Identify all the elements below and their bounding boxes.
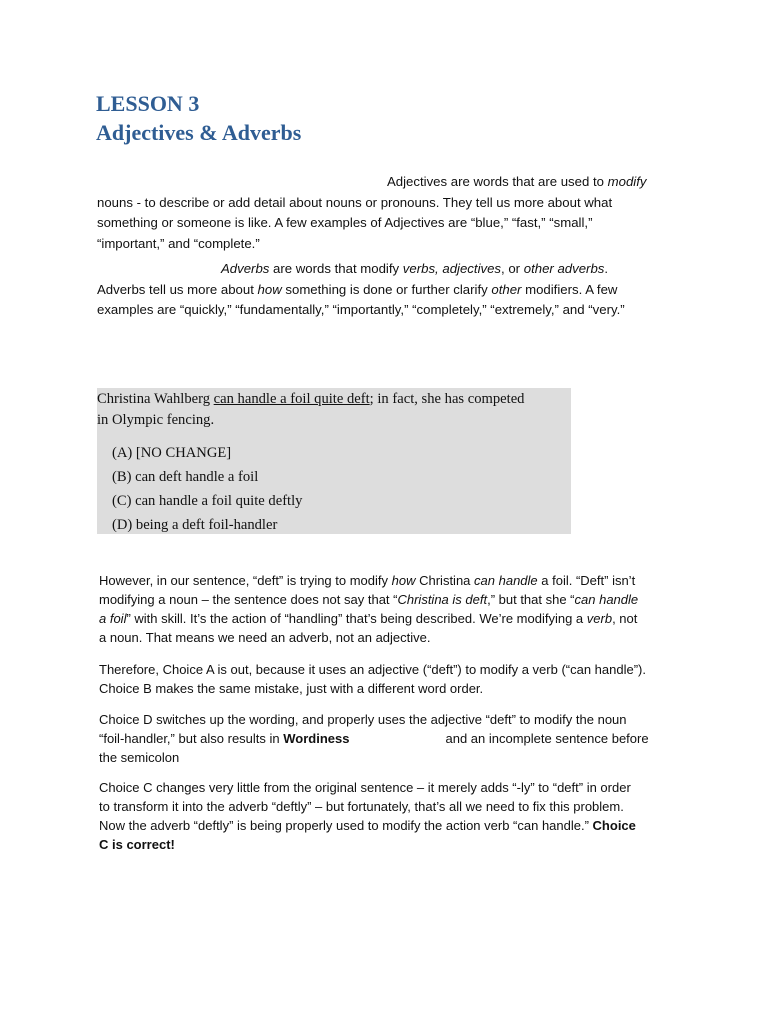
text-line: Choice B makes the same mistake, just with a different word order. <box>99 681 484 696</box>
text-line: “important,” and “complete.” <box>97 235 260 251</box>
emphasis-can-handle: can handle <box>474 573 538 588</box>
emphasis-verbs-adjectives: verbs, adjectives <box>402 261 502 276</box>
bold-wordiness: Wordiness <box>283 731 350 746</box>
text-line: Choice D switches up the wording, and properly uses the adjective “deft” to modify the noun <box>99 712 627 727</box>
bold-choice: Choice <box>592 818 636 833</box>
text-line <box>99 609 664 628</box>
emphasis-adverbs: Adverbs <box>221 261 270 276</box>
text-run: . <box>604 261 609 276</box>
text-run: Now the adverb “deftly” is being properly used to modify the action verb “can handle.” <box>99 818 593 833</box>
adverbs-definition <box>97 259 662 321</box>
lesson-number: LESSON 3 <box>96 91 200 116</box>
text-run: are words that modify <box>269 261 403 276</box>
text-run: a foil. “Deft” isn’t <box>537 573 636 588</box>
lesson-title: Adjectives & Adverbs <box>96 120 302 145</box>
choice-d: (D) being a deft foil-handler <box>112 517 278 533</box>
text-line: something or someone is like. A few examples of Adjectives are “blue,” “fast,” “small,” <box>97 215 593 230</box>
explanation-paragraph-3 <box>99 710 664 767</box>
text-line: the semicolon <box>99 750 180 765</box>
text-run: and an incomplete sentence before <box>445 731 649 746</box>
text-run: modifying a noun – the sentence does not say that “ <box>99 592 398 607</box>
text-line: to transform it into the adverb “deftly” – but fortunately, that’s all we need to fix this problem. <box>99 799 624 814</box>
text-run: , or <box>501 261 524 276</box>
text-line <box>99 816 664 835</box>
text-line <box>99 729 664 748</box>
emphasis-modify: modify <box>607 174 647 189</box>
explanation-paragraph-4 <box>99 778 664 854</box>
text-run: something is done or further clarify <box>281 281 492 297</box>
answer-choices <box>112 441 302 537</box>
choice-c: (C) can handle a foil quite deftly <box>112 493 303 509</box>
emphasis-a-foil: a foil <box>99 611 127 626</box>
emphasis-how: how <box>257 281 282 297</box>
explanation-paragraph-2 <box>99 660 664 698</box>
text-line: in Olympic fencing. <box>97 412 215 428</box>
text-run: “foil-handler,” but also results in <box>99 731 284 746</box>
emphasis-other-adverbs: other adverbs <box>523 261 605 276</box>
text-run: ” with skill. It’s the action of “handling” that’s being described. We’re modifying a <box>126 611 587 626</box>
text-line <box>97 389 567 410</box>
emphasis-can-handle: can handle <box>574 592 639 607</box>
text-run: ,” but that she “ <box>487 592 575 607</box>
text-line <box>97 280 662 301</box>
text-run: Christina <box>415 573 475 588</box>
text-line: Therefore, Choice A is out, because it uses an adjective (“deft”) to modify a verb (“can handle”). <box>99 662 646 677</box>
text-run: Adverbs tell us more about <box>97 281 258 297</box>
emphasis-verb: verb <box>586 611 613 626</box>
question-stem <box>97 389 567 431</box>
text-line <box>97 259 662 280</box>
underlined-phrase: can handle a foil quite deft <box>213 391 370 407</box>
choice-a: (A) [NO CHANGE] <box>112 445 232 461</box>
explanation-paragraph-1 <box>99 571 664 647</box>
text-line: Choice C changes very little from the original sentence – it merely adds “-ly” to “deft” in order <box>99 780 631 795</box>
text-line: nouns - to describe or add detail about nouns or pronouns. They tell us more about what <box>97 194 613 210</box>
text-run: However, in our sentence, “deft” is trying to modify <box>99 573 392 588</box>
adjectives-definition <box>97 172 662 254</box>
text-line <box>99 571 664 590</box>
text-run: , not <box>612 611 638 626</box>
text-run: ; in fact, she has competed <box>369 391 525 407</box>
example-question-box <box>97 388 571 534</box>
text-line <box>99 835 664 854</box>
text-run: modifiers. A few <box>521 281 618 297</box>
text-run: Adjectives are words that are used to <box>387 174 608 189</box>
text-line: examples are “quickly,” “fundamentally,” “importantly,” “completely,” “extremely,” and “very.” <box>97 302 625 317</box>
choice-b: (B) can deft handle a foil <box>112 469 259 485</box>
bold-c-is-correct: C is correct! <box>99 837 175 852</box>
text-line <box>99 590 664 609</box>
text-run: Christina Wahlberg <box>97 391 214 407</box>
emphasis-other: other <box>491 281 522 297</box>
text-line: a noun. That means we need an adverb, not an adjective. <box>99 630 431 645</box>
emphasis-christina-is-deft: Christina is deft <box>397 592 488 607</box>
emphasis-how: how <box>391 573 416 588</box>
text-line <box>97 172 662 193</box>
